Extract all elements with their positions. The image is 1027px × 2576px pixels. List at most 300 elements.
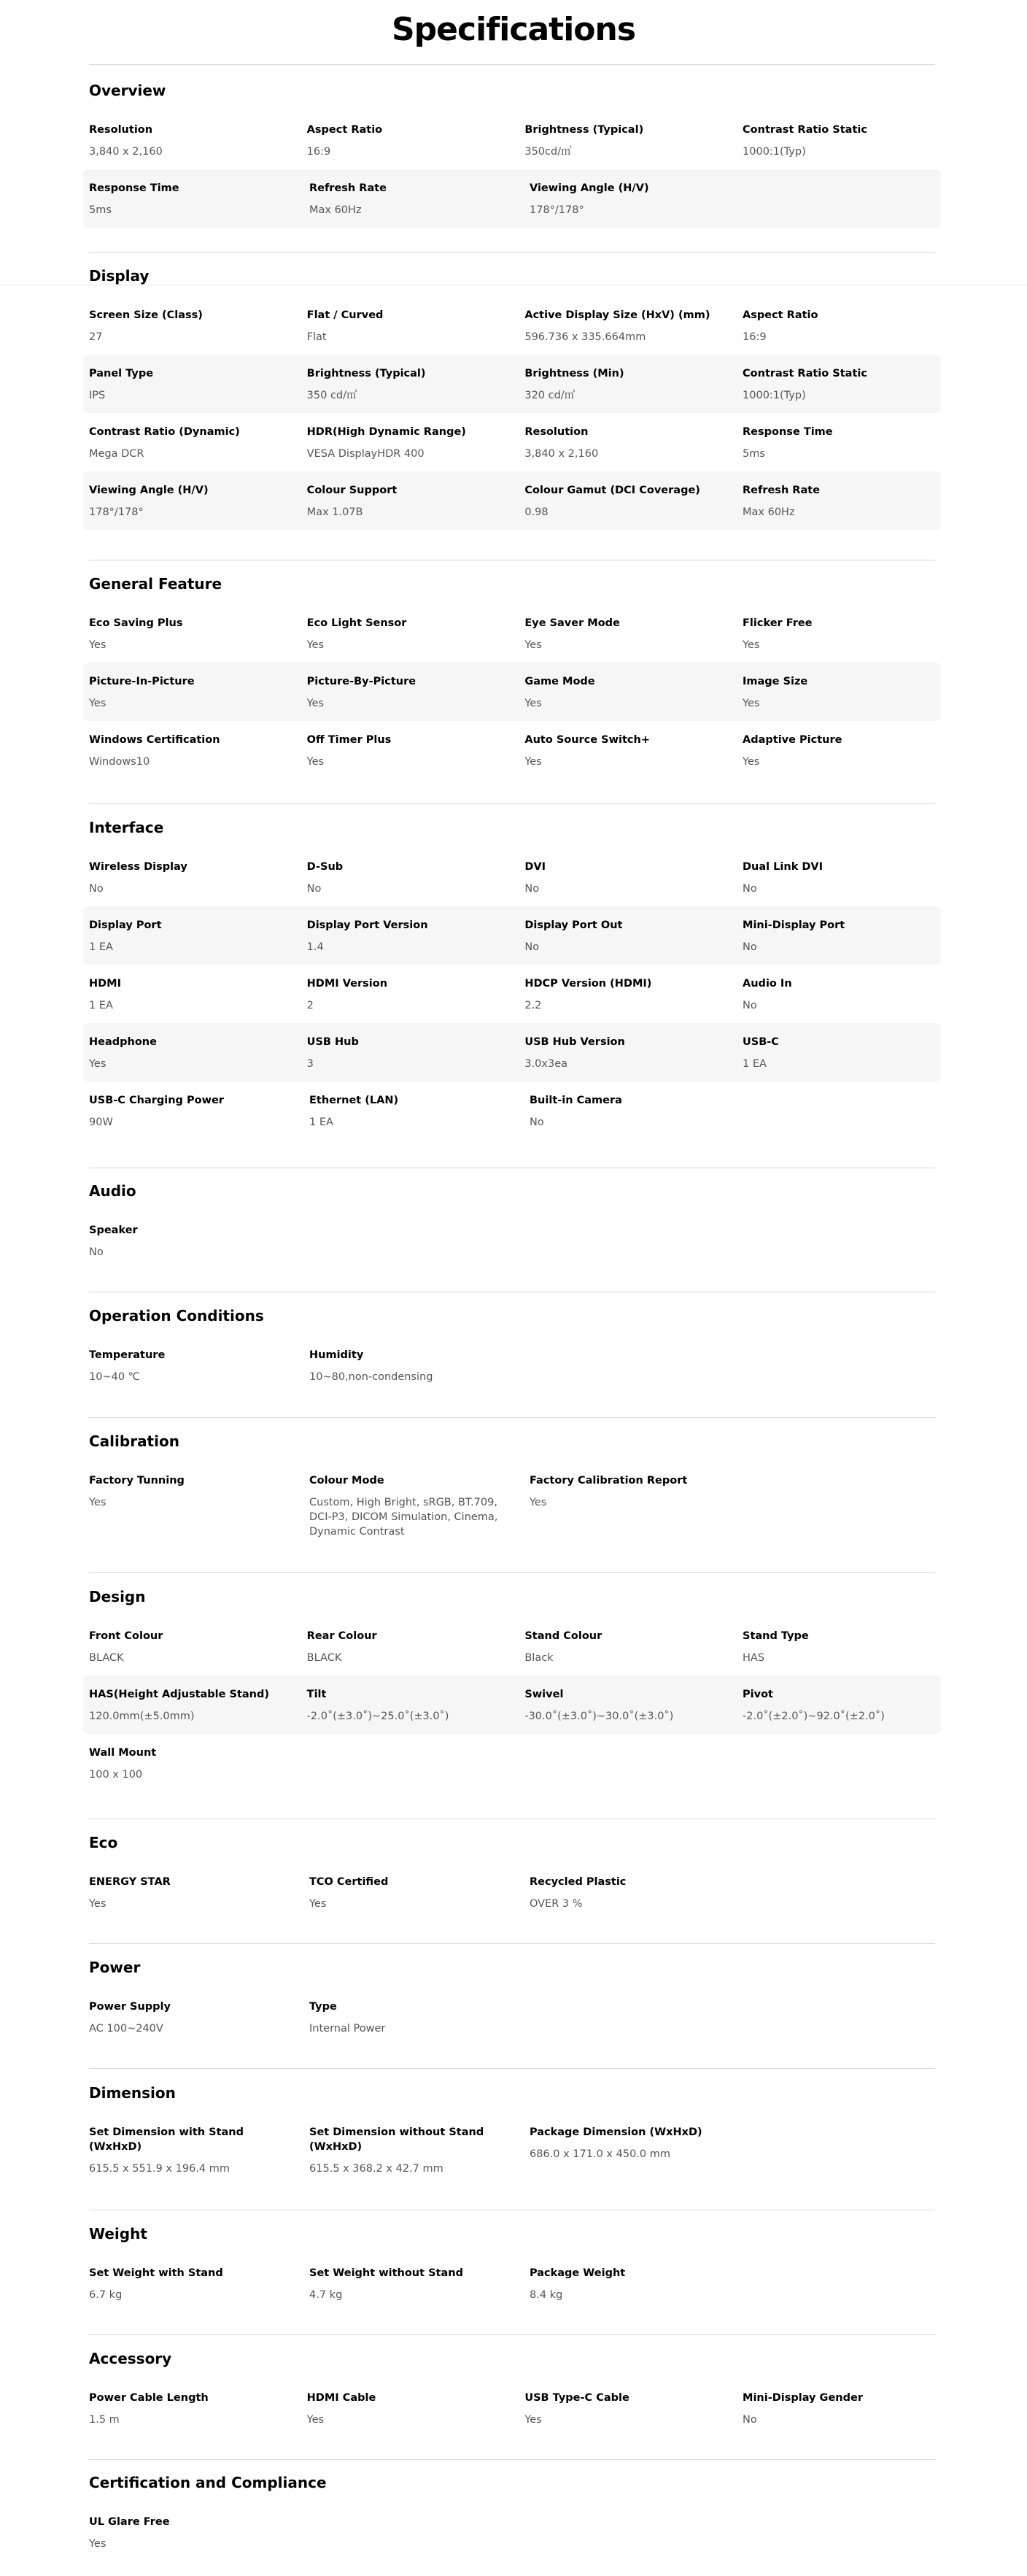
spec-label: Wireless Display <box>89 861 187 873</box>
section-divider <box>89 803 935 804</box>
spec-label: Eco Saving Plus <box>89 617 183 629</box>
section-title: Display <box>89 267 150 285</box>
spec-row <box>83 1863 941 1921</box>
spec-item-tilt <box>307 1675 525 1734</box>
spec-value: OVER 3 % <box>530 1898 583 1910</box>
spec-item-usb-hub-version <box>524 1023 743 1081</box>
spec-item-stand-colour <box>524 1617 743 1675</box>
spec-value: Yes <box>309 1898 327 1910</box>
spec-value: Yes <box>524 698 542 709</box>
spec-value: Yes <box>89 1058 106 1070</box>
spec-rows <box>89 111 947 228</box>
spec-label: Swivel <box>524 1689 564 1700</box>
spec-row <box>83 663 941 721</box>
section-overview <box>89 82 947 228</box>
spec-rows <box>89 1988 947 2046</box>
spec-value: 320 cd/㎡ <box>524 390 575 401</box>
spec-label: Package Dimension (WxHxD) <box>530 2126 702 2138</box>
spec-value: 2.2 <box>524 1000 542 1011</box>
section-audio <box>89 1182 947 1270</box>
section-title: Calibration <box>89 1432 179 1450</box>
spec-value: Yes <box>306 2414 325 2426</box>
spec-value: Yes <box>306 698 325 709</box>
spec-row <box>83 355 941 413</box>
spec-rows <box>89 604 947 779</box>
spec-label: Power Supply <box>89 2001 171 2013</box>
spec-value: No <box>306 883 322 895</box>
section-title: Weight <box>89 2225 147 2243</box>
spec-item-d-sub <box>307 848 525 906</box>
spec-value: 1000:1(Typ) <box>743 146 806 158</box>
spec-item-active-display-size-hxv-mm <box>524 296 743 355</box>
spec-label: Refresh Rate <box>743 485 821 496</box>
spec-value: 27 <box>89 331 103 343</box>
spec-item-display-port-version <box>307 906 525 965</box>
title-divider <box>89 64 935 65</box>
spec-label: Contrast Ratio Static <box>743 368 867 379</box>
spec-value: No <box>89 883 104 895</box>
spec-value: Yes <box>743 698 760 709</box>
spec-value: No <box>743 1000 757 1011</box>
spec-label: Response Time <box>89 182 179 194</box>
spec-value: 596.736 x 335.664mm <box>524 331 646 343</box>
spec-value: No <box>743 883 757 895</box>
section-title: Operation Conditions <box>89 1307 264 1324</box>
spec-item-resolution <box>89 111 307 169</box>
spec-item-stand-type <box>743 1617 935 1675</box>
section-design <box>89 1588 947 1792</box>
spec-label: Game Mode <box>524 676 595 687</box>
spec-value: 5ms <box>89 204 112 216</box>
spec-label: Picture-By-Picture <box>306 676 416 687</box>
spec-item-eco-light-sensor <box>307 604 525 663</box>
spec-value: 90W <box>89 1117 113 1128</box>
spec-label: Factory Tunning <box>89 1475 185 1486</box>
spec-value: 3 <box>306 1058 314 1070</box>
spec-item-game-mode <box>524 663 743 721</box>
spec-label: Display Port <box>89 919 162 931</box>
spec-item-type <box>309 1988 530 2046</box>
spec-item-package-weight <box>530 2254 750 2313</box>
spec-label: Set Weight without Stand <box>309 2267 463 2279</box>
section-eco <box>89 1834 947 1921</box>
spec-value: 16:9 <box>306 146 331 158</box>
spec-item-has-height-adjustable-stand <box>89 1675 307 1734</box>
spec-value: Internal Power <box>309 2023 386 2035</box>
section-divider <box>89 2459 935 2460</box>
spec-row <box>83 2503 941 2561</box>
spec-value: 1 EA <box>309 1117 333 1128</box>
spec-item-usb-hub <box>307 1023 525 1081</box>
spec-item-power-supply <box>89 1988 309 2046</box>
spec-item-audio-in <box>743 965 935 1023</box>
spec-label: HDR(High Dynamic Range) <box>306 426 466 438</box>
spec-item-viewing-angle-h-v <box>89 471 307 530</box>
spec-item-contrast-ratio-dynamic <box>89 413 307 471</box>
spec-rows <box>89 2503 947 2561</box>
section-dimension <box>89 2084 947 2186</box>
spec-value: Max 60Hz <box>743 506 795 518</box>
spec-label: Picture-In-Picture <box>89 676 195 687</box>
spec-label: Audio In <box>743 978 792 990</box>
spec-item-resolution <box>524 413 743 471</box>
spec-value: 5ms <box>743 448 765 460</box>
spec-row <box>83 721 941 779</box>
spec-label: D-Sub <box>306 861 344 873</box>
spec-item-front-colour <box>89 1617 307 1675</box>
spec-value: Yes <box>89 1497 106 1508</box>
spec-label: Viewing Angle (H/V) <box>89 485 209 496</box>
spec-label: Pivot <box>743 1689 773 1700</box>
spec-value: Yes <box>89 2538 106 2550</box>
spec-row <box>83 1211 941 1270</box>
spec-item-usb-c-charging-power <box>89 1081 309 1140</box>
spec-item-hdcp-version-hdmi <box>524 965 743 1023</box>
spec-value: 8.4 kg <box>530 2289 563 2301</box>
spec-value: Flat <box>306 331 327 343</box>
spec-label: Flat / Curved <box>306 309 384 321</box>
spec-item-response-time <box>89 169 309 228</box>
spec-label: Colour Gamut (DCI Coverage) <box>524 485 700 496</box>
spec-item-contrast-ratio-static <box>743 355 935 413</box>
spec-value: No <box>530 1117 544 1128</box>
spec-label: Built-in Camera <box>530 1095 622 1106</box>
spec-label: Image Size <box>743 676 808 687</box>
spec-label: Windows Certification <box>89 734 220 746</box>
section-divider <box>89 1572 935 1573</box>
spec-item-adaptive-picture <box>743 721 935 779</box>
spec-value: AC 100~240V <box>89 2023 163 2035</box>
spec-item-brightness-min <box>524 355 743 413</box>
spec-label: Panel Type <box>89 368 154 379</box>
spec-value: Yes <box>524 756 542 768</box>
spec-row <box>83 296 941 355</box>
spec-row <box>83 1617 941 1675</box>
spec-item-set-dimension-without-stand-wxhxd <box>309 2113 530 2186</box>
section-display <box>89 267 947 530</box>
spec-value: Yes <box>89 639 106 651</box>
spec-rows <box>89 1336 947 1395</box>
spec-item-response-time <box>743 413 935 471</box>
spec-item-humidity <box>309 1336 530 1395</box>
spec-label: Set Dimension without Stand (WxHxD) <box>309 2126 484 2153</box>
spec-label: Front Colour <box>89 1630 163 1642</box>
spec-item-windows-certification <box>89 721 307 779</box>
spec-value: 120.0mm(±5.0mm) <box>89 1711 195 1722</box>
spec-label: Response Time <box>743 426 833 438</box>
spec-row <box>83 1734 941 1792</box>
spec-value: 615.5 x 368.2 x 42.7 mm <box>309 2163 443 2175</box>
spec-label: Resolution <box>89 124 153 136</box>
spec-label: HDCP Version (HDMI) <box>524 978 652 990</box>
section-general-feature <box>89 575 947 779</box>
section-title: Dimension <box>89 2084 176 2102</box>
spec-label: DVI <box>524 861 546 873</box>
spec-label: Recycled Plastic <box>530 1876 627 1888</box>
spec-value: 1 EA <box>743 1058 767 1070</box>
spec-label: Mini-Display Gender <box>743 2392 863 2404</box>
spec-row <box>83 1336 941 1395</box>
section-certification-and-compliance <box>89 2474 947 2561</box>
spec-label: Stand Type <box>743 1630 809 1642</box>
spec-value: No <box>743 941 757 953</box>
spec-row <box>83 1081 941 1140</box>
spec-value: Yes <box>530 1497 547 1508</box>
spec-label: Auto Source Switch+ <box>524 734 650 746</box>
spec-item-flicker-free <box>743 604 935 663</box>
spec-value: 100 x 100 <box>89 1769 143 1781</box>
spec-item-brightness-typical <box>524 111 743 169</box>
spec-value: Yes <box>89 698 106 709</box>
spec-row <box>83 2113 941 2186</box>
section-calibration <box>89 1432 947 1549</box>
spec-value: BLACK <box>306 1652 342 1664</box>
spec-row <box>83 471 941 530</box>
spec-item-dual-link-dvi <box>743 848 935 906</box>
spec-rows <box>89 848 947 1140</box>
spec-value: 16:9 <box>743 331 767 343</box>
section-weight <box>89 2225 947 2313</box>
spec-item-hdmi-version <box>307 965 525 1023</box>
spec-label: Contrast Ratio (Dynamic) <box>89 426 240 438</box>
spec-item-brightness-typical <box>307 355 525 413</box>
spec-item-set-weight-without-stand <box>309 2254 530 2313</box>
spec-item-aspect-ratio <box>307 111 525 169</box>
section-title: Certification and Compliance <box>89 2474 327 2491</box>
spec-value: Yes <box>524 639 542 651</box>
spec-value: Yes <box>89 1898 106 1910</box>
spec-label: Type <box>309 2001 337 2013</box>
spec-value: 178°/178° <box>530 204 584 216</box>
spec-item-wireless-display <box>89 848 307 906</box>
spec-item-colour-support <box>307 471 525 530</box>
spec-value: 178°/178° <box>89 506 144 518</box>
spec-label: USB Hub Version <box>524 1036 625 1048</box>
spec-label: Screen Size (Class) <box>89 309 203 321</box>
spec-item-refresh-rate <box>309 169 530 228</box>
spec-item-headphone <box>89 1023 307 1081</box>
spec-label: Dual Link DVI <box>743 861 823 873</box>
spec-value: 1.4 <box>306 941 324 953</box>
spec-rows <box>89 1617 947 1792</box>
section-divider <box>89 1943 935 1944</box>
spec-value: -30.0˚(±3.0˚)~30.0˚(±3.0˚) <box>524 1711 674 1722</box>
spec-item-energy-star <box>89 1863 309 1921</box>
spec-label: USB-C <box>743 1036 779 1048</box>
spec-item-auto-source-switch <box>524 721 743 779</box>
section-accessory <box>89 2350 947 2437</box>
spec-row <box>83 413 941 471</box>
spec-label: Wall Mount <box>89 1747 157 1759</box>
spec-label: Speaker <box>89 1225 138 1236</box>
spec-label: Adaptive Picture <box>743 734 842 746</box>
spec-value: BLACK <box>89 1652 124 1664</box>
spec-label: Set Weight with Stand <box>89 2267 223 2279</box>
spec-item-usb-c <box>743 1023 935 1081</box>
spec-item-wall-mount <box>89 1734 309 1792</box>
spec-item-eco-saving-plus <box>89 604 307 663</box>
spec-item-ul-glare-free <box>89 2503 309 2561</box>
spec-rows <box>89 2113 947 2186</box>
spec-row <box>83 2379 941 2437</box>
spec-row <box>83 906 941 965</box>
spec-label: Viewing Angle (H/V) <box>530 182 649 194</box>
spec-item-mini-display-gender <box>743 2379 935 2437</box>
spec-row <box>83 1675 941 1734</box>
spec-item-power-cable-length <box>89 2379 307 2437</box>
section-title: Accessory <box>89 2350 172 2367</box>
page-title: Specifications <box>391 11 636 48</box>
spec-label: USB Type-C Cable <box>524 2392 629 2404</box>
spec-value: No <box>524 941 540 953</box>
spec-label: Brightness (Typical) <box>524 124 644 136</box>
spec-item-set-weight-with-stand <box>89 2254 309 2313</box>
spec-label: Stand Colour <box>524 1630 602 1642</box>
spec-value: 0.98 <box>524 506 549 518</box>
spec-value: Yes <box>743 756 760 768</box>
spec-value: 350 cd/㎡ <box>306 390 357 401</box>
spec-label: Humidity <box>309 1349 364 1361</box>
spec-row <box>83 1462 941 1549</box>
spec-row <box>83 111 941 169</box>
spec-row <box>83 2254 941 2313</box>
section-title: Overview <box>89 82 166 99</box>
spec-item-picture-in-picture <box>89 663 307 721</box>
spec-item-swivel <box>524 1675 743 1734</box>
section-title: Power <box>89 1959 141 1976</box>
spec-item-ethernet-lan <box>309 1081 530 1140</box>
spec-value: No <box>524 883 540 895</box>
spec-item-panel-type <box>89 355 307 413</box>
spec-value: IPS <box>89 390 106 401</box>
spec-item-flat-curved <box>307 296 525 355</box>
spec-row <box>83 169 941 228</box>
spec-label: HAS(Height Adjustable Stand) <box>89 1689 270 1700</box>
spec-item-tco-certified <box>309 1863 530 1921</box>
spec-label: TCO Certified <box>309 1876 389 1888</box>
spec-label: Package Weight <box>530 2267 626 2279</box>
spec-value: 2 <box>306 1000 314 1011</box>
spec-item-aspect-ratio <box>743 296 935 355</box>
spec-item-image-size <box>743 663 935 721</box>
spec-item-mini-display-port <box>743 906 935 965</box>
spec-item-dvi <box>524 848 743 906</box>
spec-value: 10~40 ℃ <box>89 1371 140 1383</box>
spec-row <box>83 1023 941 1081</box>
spec-value: Black <box>524 1652 554 1664</box>
section-divider <box>89 2068 935 2069</box>
spec-rows <box>89 1462 947 1549</box>
spec-row <box>83 965 941 1023</box>
spec-value: -2.0˚(±3.0˚)~25.0˚(±3.0˚) <box>306 1711 449 1722</box>
spec-label: Active Display Size (HxV) (mm) <box>524 309 710 321</box>
spec-label: Tilt <box>306 1689 327 1700</box>
spec-value: No <box>89 1246 104 1258</box>
spec-label: Power Cable Length <box>89 2392 209 2404</box>
spec-label: Set Dimension with Stand (WxHxD) <box>89 2126 244 2153</box>
spec-value: 4.7 kg <box>309 2289 343 2301</box>
spec-label: Colour Support <box>306 485 398 496</box>
spec-value: VESA DisplayHDR 400 <box>306 448 425 460</box>
spec-row <box>83 1988 941 2046</box>
spec-item-colour-mode <box>309 1462 530 1549</box>
spec-value: Yes <box>306 639 325 651</box>
spec-item-eye-saver-mode <box>524 604 743 663</box>
spec-label: Refresh Rate <box>309 182 387 194</box>
spec-item-refresh-rate <box>743 471 935 530</box>
spec-value: 1 EA <box>89 1000 113 1011</box>
spec-label: USB-C Charging Power <box>89 1095 224 1106</box>
spec-item-display-port-out <box>524 906 743 965</box>
spec-item-colour-gamut-dci-coverage <box>524 471 743 530</box>
spec-label: Rear Colour <box>306 1630 377 1642</box>
spec-rows <box>89 1211 947 1270</box>
spec-label: Eye Saver Mode <box>524 617 620 629</box>
spec-item-built-in-camera <box>530 1081 750 1140</box>
spec-rows <box>89 296 947 530</box>
spec-label: Display Port Out <box>524 919 623 931</box>
spec-label: Display Port Version <box>306 919 428 931</box>
spec-item-factory-tunning <box>89 1462 309 1549</box>
spec-label: HDMI Cable <box>306 2392 376 2404</box>
spec-item-off-timer-plus <box>307 721 525 779</box>
spec-item-contrast-ratio-static <box>743 111 935 169</box>
spec-value: Mega DCR <box>89 448 144 460</box>
spec-value: 615.5 x 551.9 x 196.4 mm <box>89 2163 230 2175</box>
spec-label: HDMI Version <box>306 978 388 990</box>
spec-rows <box>89 2254 947 2313</box>
section-title: General Feature <box>89 575 222 593</box>
spec-value: 1 EA <box>89 941 113 953</box>
spec-item-factory-calibration-report <box>530 1462 750 1549</box>
spec-row <box>83 848 941 906</box>
spec-value: 3,840 x 2,160 <box>89 146 163 158</box>
section-power <box>89 1959 947 2046</box>
spec-label: Colour Mode <box>309 1475 384 1486</box>
spec-item-hdmi-cable <box>307 2379 525 2437</box>
spec-label: Aspect Ratio <box>743 309 818 321</box>
spec-label: Resolution <box>524 426 589 438</box>
spec-rows <box>89 1863 947 1921</box>
spec-label: Contrast Ratio Static <box>743 124 867 136</box>
spec-value: Yes <box>524 2414 542 2426</box>
spec-value: 1000:1(Typ) <box>743 390 806 401</box>
spec-value: 350cd/㎡ <box>524 146 572 158</box>
spec-value: 10~80,non-condensing <box>309 1371 433 1383</box>
spec-item-set-dimension-with-stand-wxhxd <box>89 2113 309 2186</box>
section-title: Interface <box>89 819 164 836</box>
spec-label: UL Glare Free <box>89 2516 170 2528</box>
spec-value: HAS <box>743 1652 765 1664</box>
section-title: Eco <box>89 1834 118 1851</box>
section-title: Audio <box>89 1182 136 1200</box>
spec-label: USB Hub <box>306 1036 359 1048</box>
spec-item-hdmi <box>89 965 307 1023</box>
section-divider <box>89 2334 935 2335</box>
spec-item-pivot <box>743 1675 935 1734</box>
spec-value: -2.0˚(±2.0˚)~92.0˚(±2.0˚) <box>743 1711 885 1722</box>
spec-item-display-port <box>89 906 307 965</box>
spec-item-recycled-plastic <box>530 1863 750 1921</box>
spec-item-screen-size-class <box>89 296 307 355</box>
section-interface <box>89 819 947 1140</box>
spec-value: Max 1.07B <box>306 506 363 518</box>
spec-label: Aspect Ratio <box>306 124 383 136</box>
spec-label: Factory Calibration Report <box>530 1475 688 1486</box>
spec-label: Flicker Free <box>743 617 813 629</box>
spec-label: Eco Light Sensor <box>306 617 407 629</box>
spec-row <box>83 604 941 663</box>
